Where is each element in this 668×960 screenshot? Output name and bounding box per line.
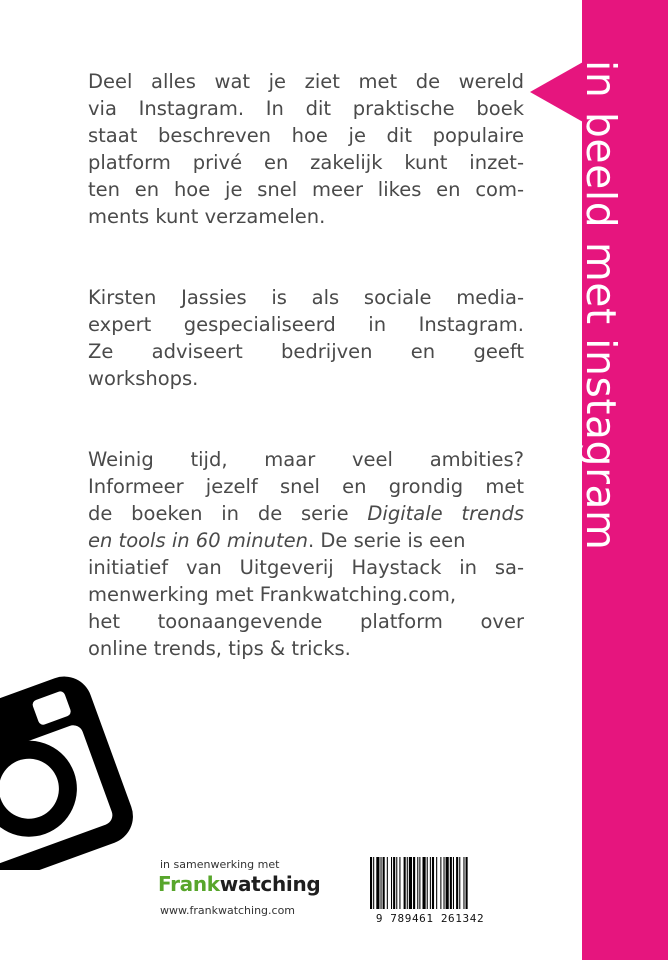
barcode-bar [453, 857, 454, 909]
text-line: ments kunt verzamelen. [88, 205, 326, 228]
text-line: platform privé en zakelijk kunt inzet- [88, 151, 524, 174]
text-fragment: . De serie is een [307, 529, 466, 552]
text-line: het toonaangevende platform over [88, 610, 524, 633]
text-line: workshops. [88, 367, 199, 390]
text-line: Ze adviseert bedrijven en geeft [88, 340, 524, 363]
barcode-bar [407, 857, 408, 909]
barcode-bar [436, 857, 437, 909]
text-line: expert gespecialiseerd in Instagram. [88, 313, 524, 336]
partner-caption: in samenwerking met [160, 858, 280, 871]
series-title-part-2: en tools in 60 minuten [88, 529, 308, 552]
barcode-bar [466, 857, 468, 909]
barcode-bar [383, 857, 385, 909]
barcode-bar [391, 857, 392, 909]
barcode-bar [370, 857, 372, 909]
text-line: Deel alles wat je ziet met de wereld [88, 70, 524, 93]
series-title-part-1: Digitale trends [367, 502, 524, 525]
spine-title [577, 60, 625, 551]
frankwatching-logo [158, 872, 320, 896]
blurb-paragraph-1 [88, 68, 524, 230]
blurb-paragraph-3 [88, 446, 524, 662]
spine-notch [530, 62, 583, 122]
barcode-bar [427, 857, 428, 909]
partner-url: www.frankwatching.com [160, 904, 296, 917]
spine-title-text: in beeld met instagram [577, 60, 625, 551]
barcode-bar [387, 857, 388, 909]
barcode-bar [423, 857, 426, 909]
text-line [88, 500, 524, 527]
text-line [88, 527, 524, 554]
logo-part-frank: Frank [158, 872, 220, 896]
barcode-bar [446, 857, 449, 909]
isbn-barcode [364, 855, 496, 925]
logo-part-watching: watching [219, 872, 321, 896]
text-line: ten en hoe je snel meer likes en com- [88, 178, 524, 201]
barcode-bar [393, 857, 395, 909]
text-line: online trends, tips & tricks. [88, 637, 351, 660]
barcode-bar [419, 857, 420, 909]
barcode-bar [430, 857, 431, 909]
instagram-camera-icon [0, 660, 170, 870]
text-fragment: de boeken in de serie [88, 502, 368, 525]
barcode-bar [373, 857, 374, 909]
barcode-bar [444, 857, 445, 909]
isbn-digits: 9 789461 261342 [375, 912, 485, 925]
barcode-bar [417, 857, 418, 909]
barcode-bar [432, 857, 434, 909]
barcode-bar [413, 857, 415, 909]
barcode-bar [450, 857, 452, 909]
text-line: Weinig tijd, maar veel ambities? [88, 448, 524, 471]
barcode-bar [440, 857, 441, 909]
text-line: Kirsten Jassies is als sociale media- [88, 286, 524, 309]
barcode-bar [409, 857, 412, 909]
barcode-bar [396, 857, 397, 909]
barcode-bar [376, 857, 379, 909]
text-line: Informeer jezelf snel en grondig met [88, 475, 524, 498]
barcode-bar [459, 857, 460, 909]
barcode-bar [404, 857, 406, 909]
text-line: staat beschreven hoe je dit populaire [88, 124, 524, 147]
text-line: menwerking met Frankwatching.com, [88, 583, 457, 606]
barcode-bar [399, 857, 400, 909]
barcode-bar [463, 857, 464, 909]
barcode-bars [364, 855, 496, 913]
text-line: initiatief van Uitgeverij Haystack in sa- [88, 556, 524, 579]
barcode-bar [381, 857, 382, 909]
blurb-paragraph-2 [88, 284, 524, 392]
text-line: via Instagram. In dit praktische boek [88, 97, 524, 120]
barcode-bar [456, 857, 458, 909]
